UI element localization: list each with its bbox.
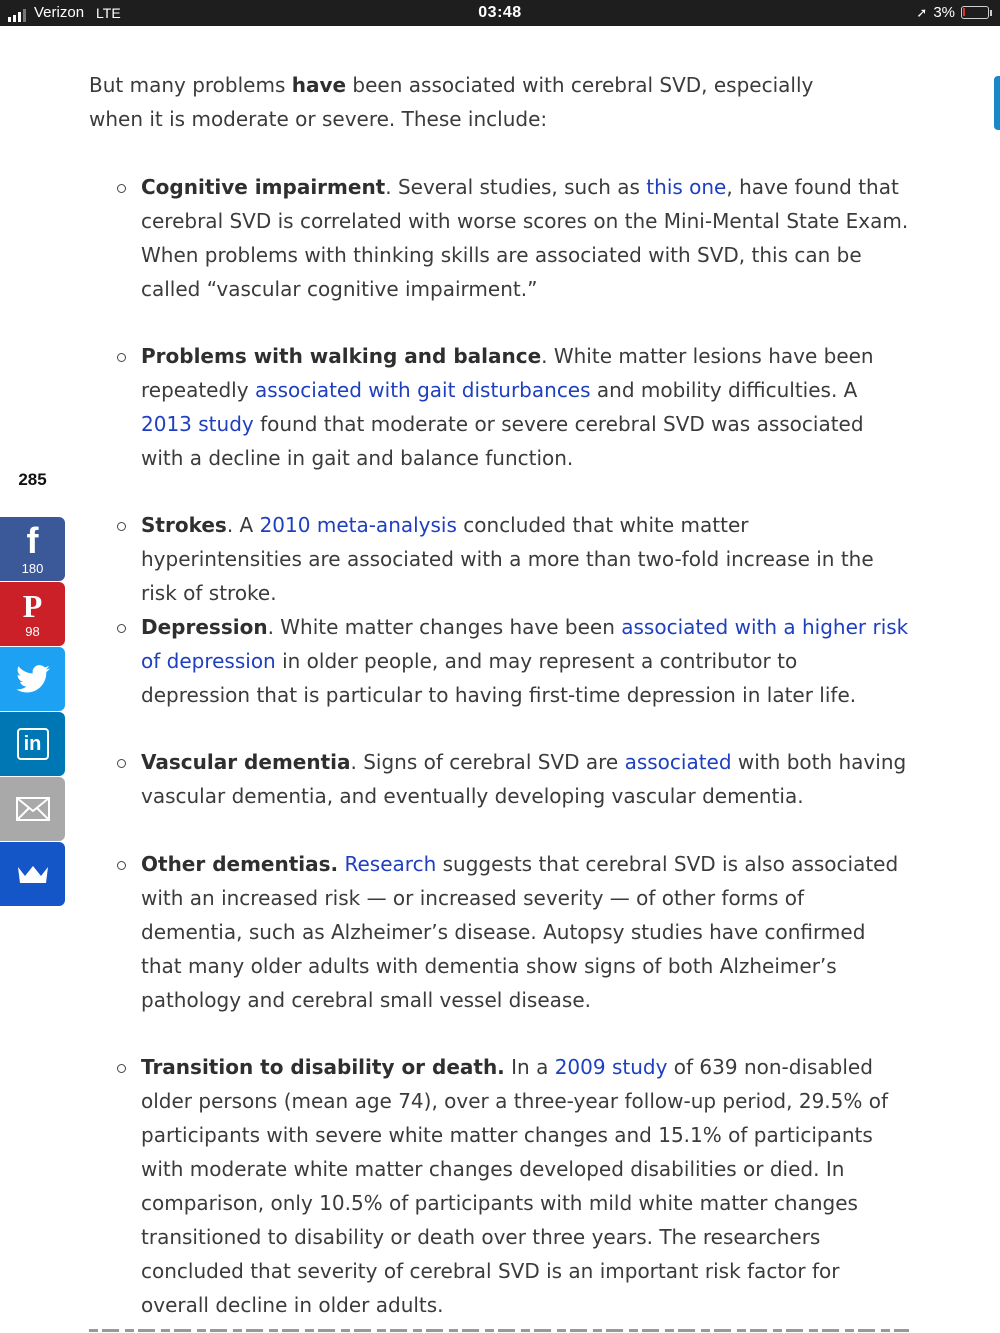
- email-share-button[interactable]: [0, 777, 65, 841]
- list-item: Other dementias. Research suggests that cerebral SVD is also associated with an increased risk — or increased severity — of other forms of dementia, such as Alzheimer’s disease. Autopsy studies have confirmed that many older adults with dementia show signs of both Alzheimer’s pathology and cerebral small vessel disease.: [141, 847, 911, 1017]
- network-label: LTE: [96, 5, 121, 21]
- list-item: Depression. White matter changes have been associated with a higher risk of depression in older people, and may represent a contributor to depression that is particular to having first-time depression in later life.: [141, 610, 911, 712]
- facebook-share-button[interactable]: [0, 517, 65, 581]
- location-arrow-icon: ➚: [916, 4, 928, 20]
- research-link[interactable]: Research: [344, 852, 437, 876]
- pinterest-share-button[interactable]: [0, 582, 65, 646]
- intro-paragraph: But many problems have been associated with cerebral SVD, especially when it is moderate or severe. These include:: [89, 73, 814, 131]
- status-bar: [0, 0, 1000, 26]
- list-item: Vascular dementia. Signs of cerebral SVD are associated with both having vascular dementia, and eventually developing vascular dementia.: [141, 745, 911, 813]
- email-icon: [16, 797, 50, 821]
- linkedin-icon: in: [17, 728, 49, 760]
- sumo-share-button[interactable]: [0, 842, 65, 906]
- 2013-study-link[interactable]: 2013 study: [141, 412, 254, 436]
- battery-icon: [961, 6, 989, 19]
- this-one-link[interactable]: this one: [646, 175, 727, 199]
- depression-risk-link[interactable]: associated with a higher risk of depression: [141, 615, 909, 673]
- pinterest-icon: P: [22, 587, 43, 624]
- next-paragraph-cutoff: [89, 1318, 909, 1333]
- facebook-share-count: 180: [21, 560, 44, 576]
- list-item: Transition to disability or death. In a 2009 study of 639 non-disabled older persons (mean age 74), over a three-year follow-up period, 29.5% of participants with severe white matter changes and 15.1% of participants with moderate white matter changes developed disabilities or died. In comparison, only 10.5% of participants with mild white matter changes transitioned to disability or death over three years. The researchers concluded that severity of cerebral SVD is an important risk factor for overall decline in older adults.: [141, 1050, 911, 1322]
- battery-percent: 3%: [933, 4, 955, 21]
- meta-analysis-link[interactable]: 2010 meta-analysis: [259, 513, 457, 537]
- list-item: Strokes. A 2010 meta-analysis concluded that white matter hyperintensities are associated with a more than two-fold increase in the risk of stroke.: [141, 508, 911, 610]
- list-item: Problems with walking and balance. White matter lesions have been repeatedly associated with gait disturbances and mobility difficulties. A 2013 study found that moderate or severe cerebral SVD was associated with a decline in gait and balance function.: [141, 339, 911, 475]
- facebook-icon: f: [26, 519, 39, 561]
- share-total-count: 285: [18, 470, 47, 489]
- twitter-share-button[interactable]: [0, 647, 65, 711]
- linkedin-share-button[interactable]: [0, 712, 65, 776]
- carrier-label: Verizon: [34, 4, 85, 21]
- side-panel-tab[interactable]: [994, 76, 1000, 130]
- crown-icon: [16, 863, 50, 885]
- associated-link[interactable]: associated: [624, 750, 732, 774]
- list-item: Cognitive impairment. Several studies, such as this one, have found that cerebral SVD is correlated with worse scores on the Mini-Mental State Exam. When problems with thinking skills are associated with SVD, this can be called “vascular cognitive impairment.”: [141, 170, 911, 306]
- 2009-study-link[interactable]: 2009 study: [554, 1055, 668, 1079]
- gait-disturbances-link[interactable]: associated with gait disturbances: [254, 378, 591, 402]
- clock: 03:48: [478, 4, 522, 21]
- twitter-icon: [16, 665, 50, 693]
- pinterest-share-count: 98: [25, 623, 40, 639]
